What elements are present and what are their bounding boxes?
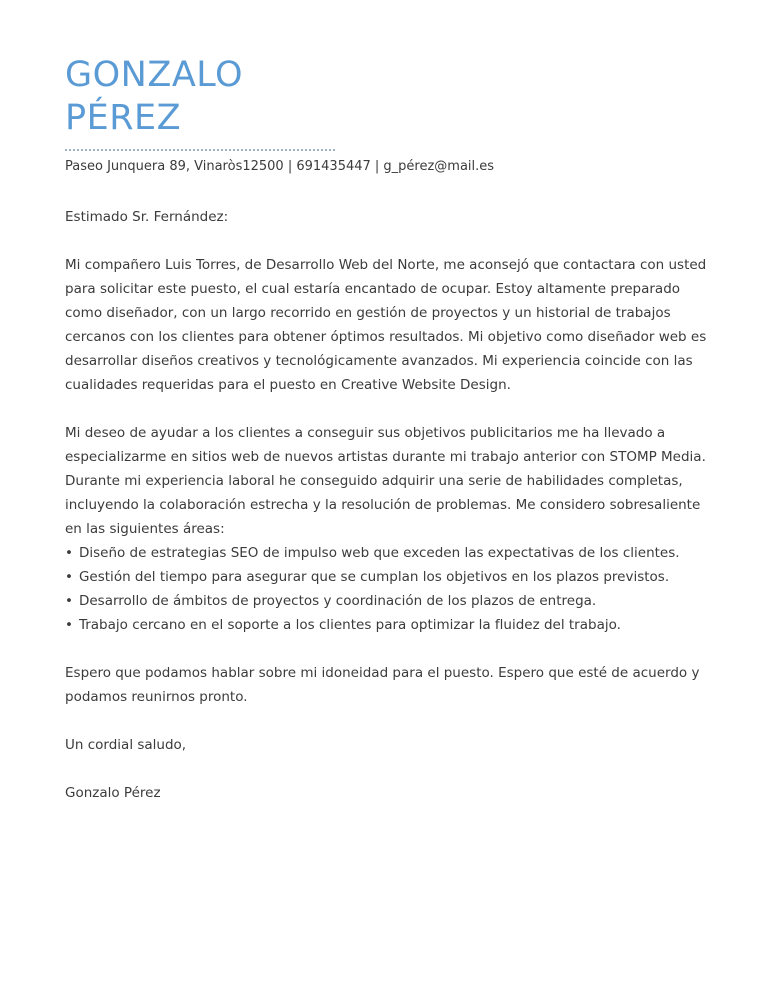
salutation: Estimado Sr. Fernández:	[65, 209, 229, 225]
bullet-text: Diseño de estrategias SEO de impulso web que exceden las expectativas de los clientes.	[78, 545, 680, 561]
list-item	[65, 589, 713, 613]
paragraph-experience: Mi deseo de ayudar a los clientes a conseguir sus objetivos publicitarios me ha llevado a especializarme en sitios web de nuevos artistas durante mi trabajo anterior con STOMP Media. Durante mi experiencia laboral he conseguido adquirir una serie de habilidades completas, incluyendo la colaboración estrecha y la resolución de problemas. Me considero sobresaliente en las siguientes áreas:	[65, 425, 706, 537]
list-item	[65, 565, 713, 589]
signature-name: Gonzalo Pérez	[65, 785, 161, 801]
applicant-name	[65, 54, 713, 140]
bullet-text: Gestión del tiempo para asegurar que se cumplan los objetivos en los plazos previstos.	[78, 569, 670, 585]
skills-bullet-list	[65, 541, 713, 637]
letter-body	[65, 205, 713, 805]
list-item	[65, 613, 713, 637]
valediction: Un cordial saludo,	[65, 737, 187, 753]
bullet-icon: •	[65, 593, 73, 609]
bullet-icon: •	[65, 569, 73, 585]
bullet-text: Desarrollo de ámbitos de proyectos y coordinación de los plazos de entrega.	[78, 593, 597, 609]
letter-header	[65, 54, 713, 176]
bullet-icon: •	[65, 617, 73, 633]
applicant-last-name: PÉREZ	[65, 98, 182, 138]
bullet-text: Trabajo cercano en el soporte a los clientes para optimizar la fluidez del trabajo.	[78, 617, 621, 633]
dotted-divider	[65, 149, 335, 151]
list-item	[65, 541, 713, 565]
bullet-icon: •	[65, 545, 73, 561]
paragraph-introduction: Mi compañero Luis Torres, de Desarrollo Web del Norte, me aconsejó que contactara con usted para solicitar este puesto, el cual estaría encantado de ocupar. Estoy altamente preparado como diseñador, con un largo recorrido en gestión de proyectos y un historial de trabajos cercanos con los clientes para obtener óptimos resultados. Mi objetivo como diseñador web es desarrollar diseños creativos y tecnológicamente avanzados. Mi experiencia coincide con las cualidades requeridas para el puesto en Creative Website Design.	[65, 257, 707, 393]
paragraph-closing: Espero que podamos hablar sobre mi idoneidad para el puesto. Espero que esté de acuerdo y podamos reunirnos pronto.	[65, 665, 700, 705]
contact-line: Paseo Junquera 89, Vinaròs12500 | 691435447 | g_pérez@mail.es	[65, 159, 495, 174]
signature-block	[65, 733, 713, 805]
applicant-first-name: GONZALO	[65, 55, 244, 95]
